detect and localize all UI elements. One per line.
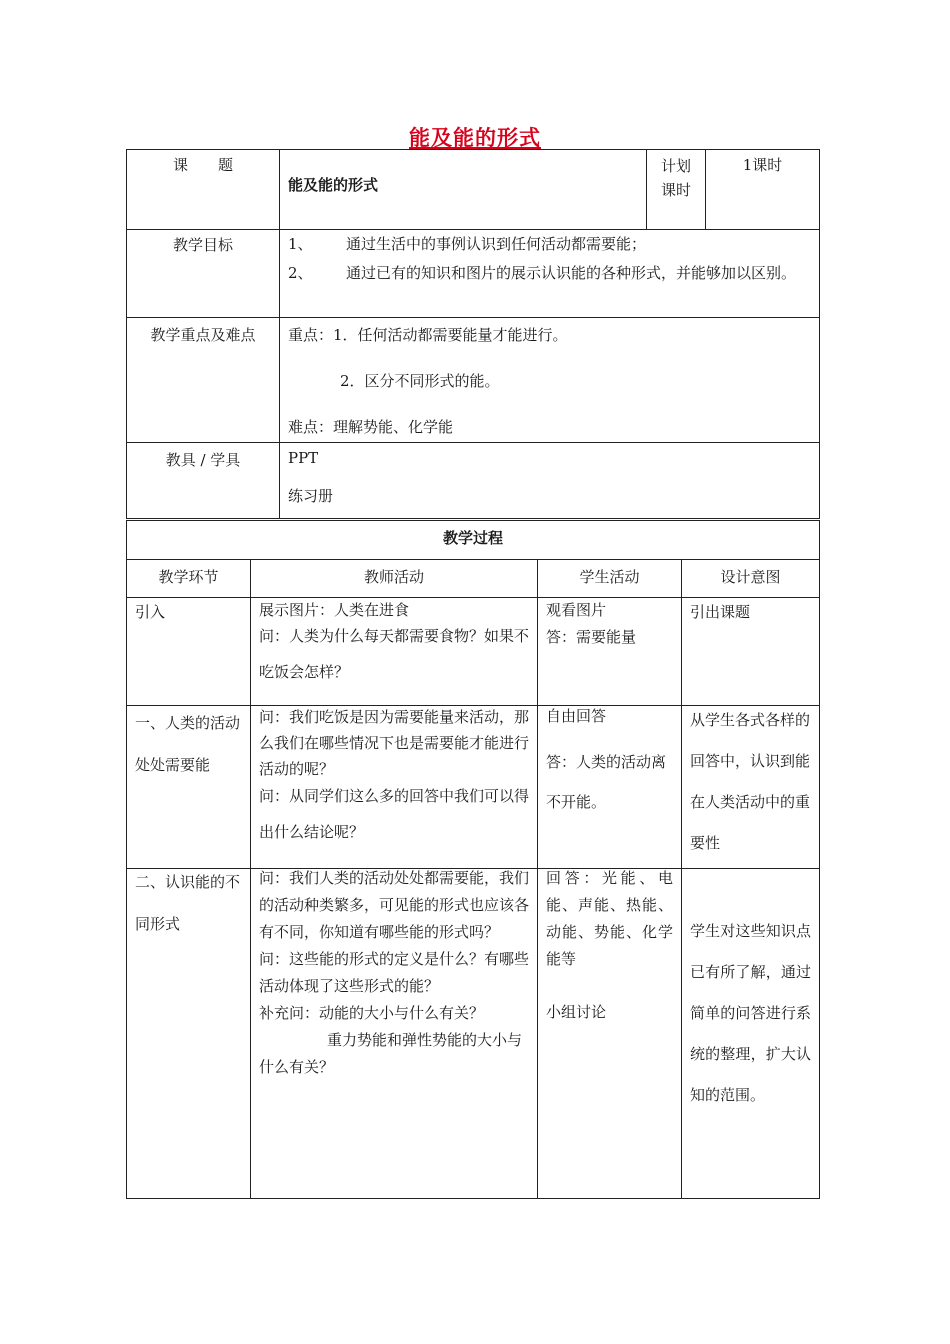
row3-intent-cell [682, 869, 820, 1199]
row2-intent: 从学生各式各样的回答中，认识到能在人类活动中的重要性 [690, 711, 811, 852]
process-title: 教学过程 [443, 529, 504, 547]
hours-label-1: 计划 [660, 157, 691, 175]
row2-teacher-2: 问：从同学们这么多的回答中我们可以得出什么结论呢？ [259, 787, 530, 841]
goal-item-1-num: 1、 [288, 235, 313, 253]
row3-intent: 学生对这些知识点已有所了解，通过简单的问答进行系统的整理，扩大认知的范围。 [690, 922, 812, 1104]
row1-intent: 引出课题 [690, 603, 751, 621]
tools-line-1: PPT [288, 449, 319, 467]
focus-label-cell [127, 318, 280, 443]
goal-item-1-text: 通过生活中的事例认识到任何活动都需要能； [346, 235, 647, 253]
goal-item-1 [288, 230, 811, 259]
row1-student-1: 观看图片 [546, 601, 607, 619]
row1-teacher-cell [251, 598, 538, 706]
tools-label-cell [127, 443, 280, 519]
row3-teacher-1: 问：我们人类的活动处处都需要能，我们的活动种类繁多，可见能的形式也应该各有不同，你知道有哪些能的形式吗？ [259, 869, 530, 941]
row2-stage-cell [127, 706, 251, 869]
focus-line-3: 难点：理解势能、化学能 [288, 418, 454, 436]
row1-stage-cell [127, 598, 251, 706]
row3-teacher-cell [251, 869, 538, 1199]
row2-student-cell [538, 706, 682, 869]
teaching-process-table [126, 520, 820, 1199]
row1-intent-cell [682, 598, 820, 706]
row3-student-1: 回答：光能、电能、声能、热能、动能、势能、化学能等 [546, 869, 673, 968]
header-student-text: 学生活动 [579, 568, 640, 586]
row1-student-2: 答：需要能量 [546, 628, 637, 646]
goal-item-2 [288, 259, 811, 288]
hours-label-2: 课时 [660, 181, 691, 199]
row3-stage: 二、认识能的不同形式 [135, 873, 241, 933]
topic-label: 课 题 [172, 156, 233, 174]
table-row [127, 869, 820, 1199]
table-row [127, 706, 820, 869]
row3-teacher-2: 问：这些能的形式的定义是什么？有哪些活动体现了这些形式的能？ [259, 950, 530, 995]
header-stage [127, 560, 251, 598]
hours-value: 1课时 [742, 156, 783, 174]
row2-teacher-cell [251, 706, 538, 869]
row3-student-2: 小组讨论 [546, 1003, 607, 1021]
tools-content-cell [280, 443, 820, 519]
header-intent [682, 560, 820, 598]
goals-label: 教学目标 [172, 236, 233, 254]
row2-intent-cell [682, 706, 820, 869]
tools-label: 教具 / 学具 [165, 451, 241, 469]
row1-stage: 引入 [135, 603, 166, 621]
document-title: 能及能的形式 [409, 126, 541, 150]
topic-label-cell [127, 150, 280, 230]
topic-value: 能及能的形式 [288, 176, 379, 194]
row1-student-cell [538, 598, 682, 706]
goals-label-cell [127, 230, 280, 318]
row1-teacher-2: 问：人类为什么每天都需要食物？如果不吃饭会怎样？ [259, 627, 530, 681]
row2-student-1: 自由回答 [546, 707, 607, 725]
row3-teacher-4: 重力势能和弹性势能的大小与什么有关？ [259, 1031, 523, 1076]
row3-teacher-3: 补充问：动能的大小与什么有关？ [259, 1004, 485, 1022]
header-intent-text: 设计意图 [720, 568, 781, 586]
goals-content-cell [280, 230, 820, 318]
header-teacher-text: 教师活动 [363, 568, 424, 586]
focus-line-2: 2．区分不同形式的能。 [340, 372, 500, 390]
focus-line-1: 重点：1．任何活动都需要能量才能进行。 [288, 326, 568, 344]
focus-content-cell [280, 318, 820, 443]
header-student [538, 560, 682, 598]
focus-label: 教学重点及难点 [150, 326, 256, 344]
row2-student-2: 答：人类的活动离不开能。 [546, 753, 667, 811]
row2-teacher-1: 问：我们吃饭是因为需要能量来活动，那么我们在哪些情况下也是需要能才能进行活动的呢？ [259, 708, 530, 778]
header-stage-text: 教学环节 [158, 568, 219, 586]
row3-stage-cell [127, 869, 251, 1199]
row3-student-cell [538, 869, 682, 1199]
lesson-info-table [126, 149, 820, 519]
table-row [127, 598, 820, 706]
hours-label-cell [647, 150, 706, 230]
process-title-cell [127, 521, 820, 560]
goal-item-2-num: 2、 [288, 264, 313, 282]
hours-value-cell [706, 150, 820, 230]
header-teacher [251, 560, 538, 598]
row2-stage: 一、人类的活动处处需要能 [135, 714, 241, 774]
tools-line-2: 练习册 [288, 487, 334, 505]
topic-value-cell [280, 150, 647, 230]
goal-item-2-text: 通过已有的知识和图片的展示认识能的各种形式，并能够加以区别。 [346, 264, 797, 282]
row1-teacher-1: 展示图片：人类在进食 [259, 601, 410, 619]
